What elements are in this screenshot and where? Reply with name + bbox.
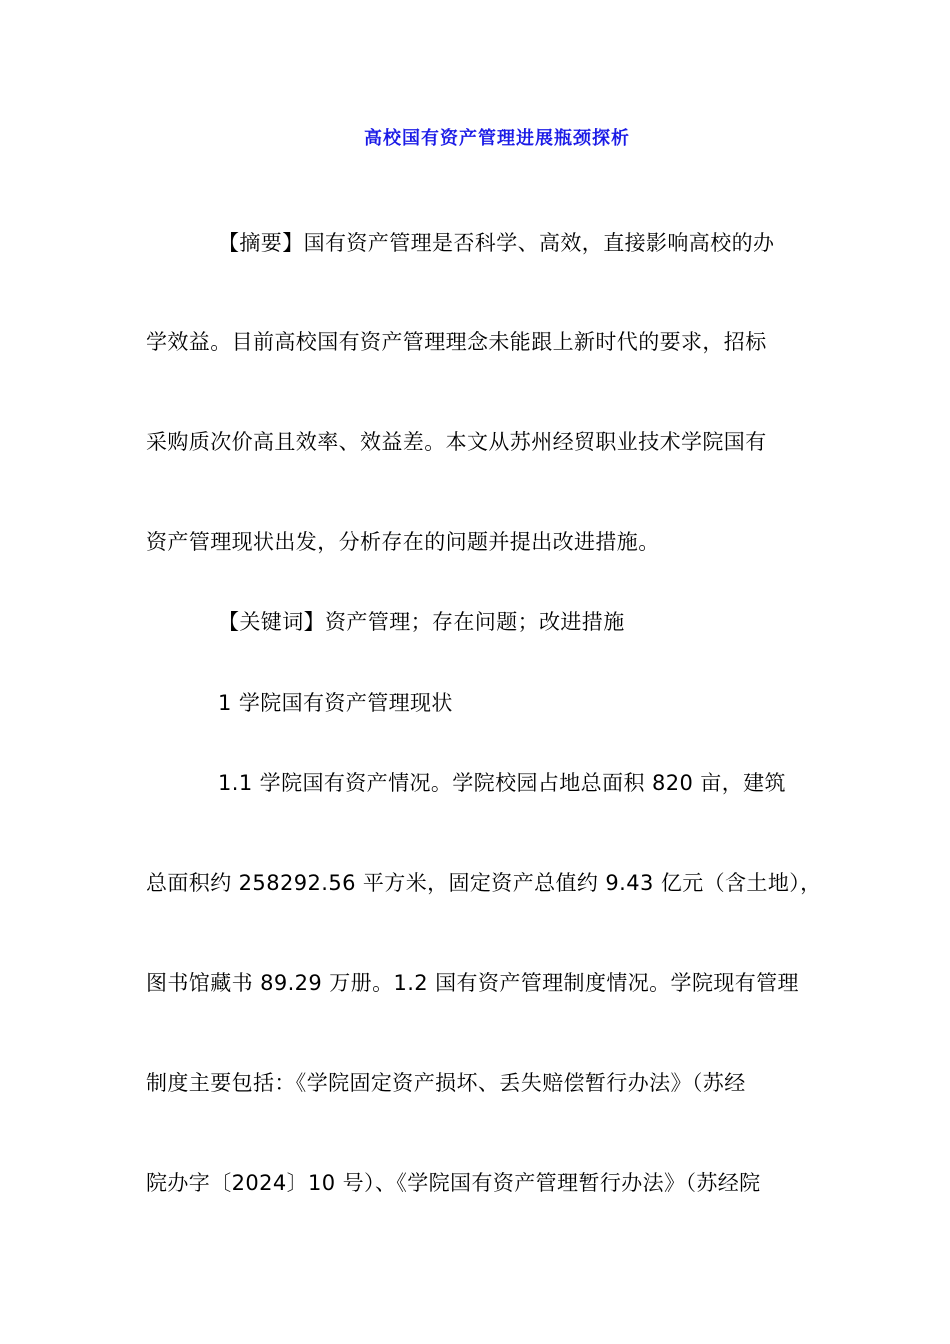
body-line-2: 总面积约 258292.56 平方米，固定资产总值约 9.43 亿元（含土地），: [146, 871, 822, 895]
body-line-4: 制度主要包括：《学院固定资产损坏、丢失赔偿暂行办法》（苏经: [146, 1071, 746, 1095]
body-line-1: 1.1 学院国有资产情况。学院校园占地总面积 820 亩，建筑: [218, 771, 786, 795]
abstract-line-1: 【摘要】国有资产管理是否科学、高效，直接影响高校的办: [218, 231, 775, 255]
abstract-line-2: 学效益。目前高校国有资产管理理念未能跟上新时代的要求，招标: [146, 330, 767, 354]
abstract-line-3: 采购质次价高且效率、效益差。本文从苏州经贸职业技术学院国有: [146, 430, 767, 454]
section-heading: 1 学院国有资产管理现状: [218, 691, 453, 715]
body-line-5: 院办字〔2024〕10 号）、《学院国有资产管理暂行办法》（苏经院: [146, 1171, 761, 1195]
keywords-line: 【关键词】资产管理；存在问题；改进措施: [218, 610, 625, 634]
abstract-line-4: 资产管理现状出发，分析存在的问题并提出改进措施。: [146, 530, 660, 554]
document-title: 高校国有资产管理进展瓶颈探析: [364, 128, 630, 149]
body-line-3: 图书馆藏书 89.29 万册。1.2 国有资产管理制度情况。学院现有管理: [146, 971, 799, 995]
